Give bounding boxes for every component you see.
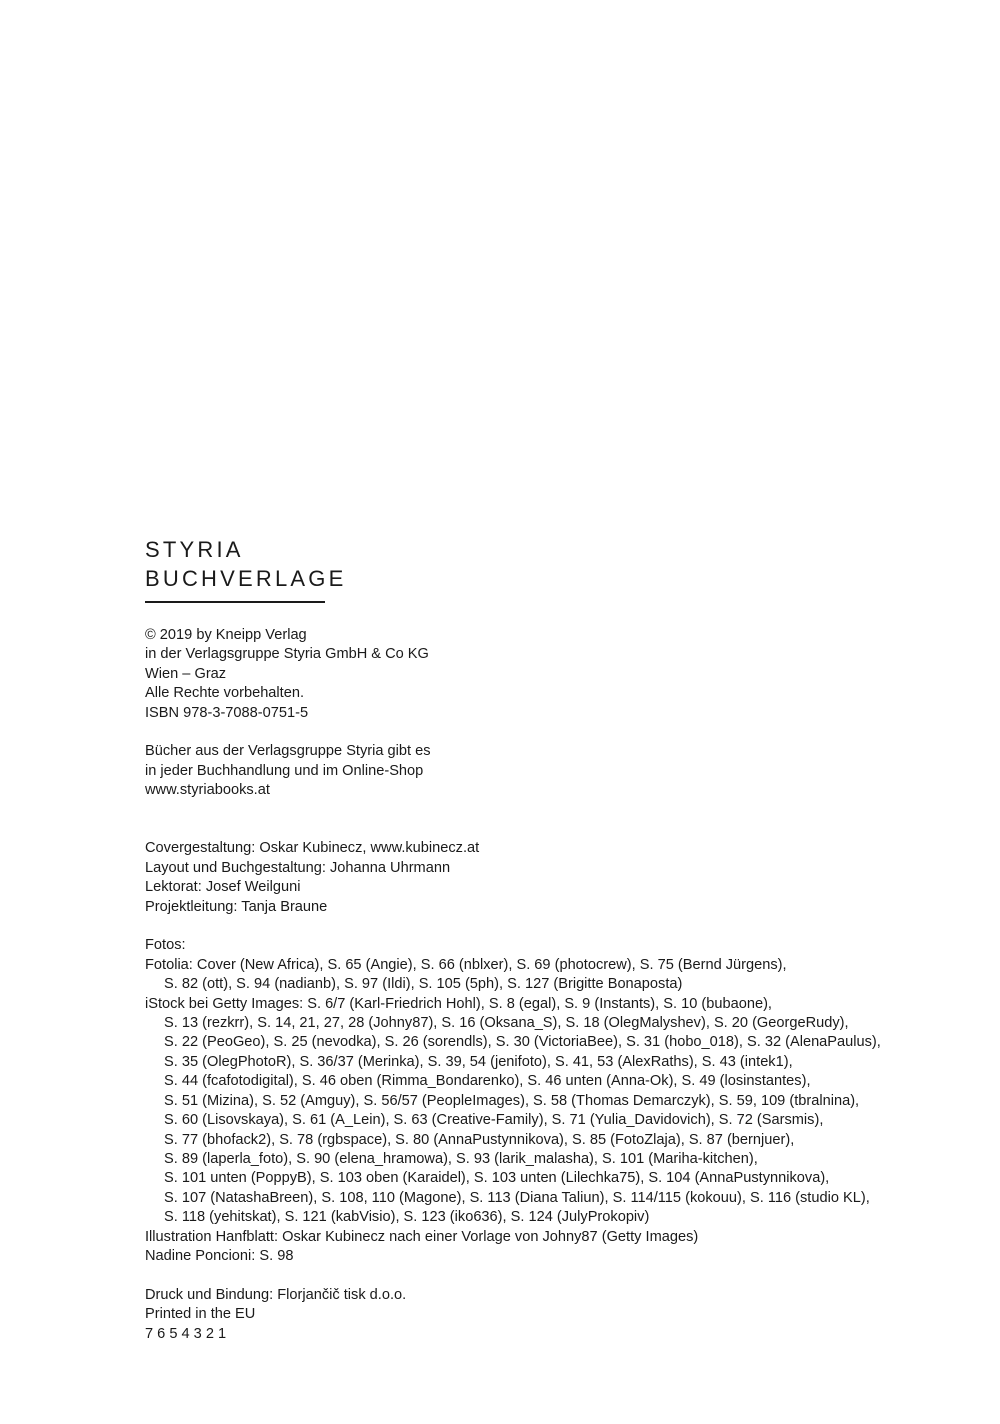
istock-credit-cont: S. 22 (PeoGeo), S. 25 (nevodka), S. 26 (sorendls), S. 30 (VictoriaBee), S. 31 (hobo_018), S. 32 (AlenaPaulus), bbox=[164, 1034, 881, 1051]
istock-credit: iStock bei Getty Images: S. 6/7 (Karl-Friedrich Hohl), S. 8 (egal), S. 9 (Instants), S. 10 (bubaone), bbox=[145, 995, 772, 1012]
istock-credit-cont: S. 101 unten (PoppyB), S. 103 oben (Karaidel), S. 103 unten (Lilechka75), S. 104 (AnnaPustynnikova), bbox=[164, 1170, 830, 1187]
publisher-logo bbox=[145, 535, 347, 603]
nadine-poncioni-credit: Nadine Poncioni: S. 98 bbox=[145, 1247, 294, 1264]
istock-credit-cont: S. 107 (NatashaBreen), S. 108, 110 (Magone), S. 113 (Diana Taliun), S. 114/115 (kokouu), S. 116 (studio KL), bbox=[164, 1189, 870, 1206]
istock-credit-cont: S. 60 (Lisovskaya), S. 61 (A_Lein), S. 63 (Creative-Family), S. 71 (Yulia_Davidovich), S. 72 (Sarsmis), bbox=[164, 1112, 824, 1129]
istock-credit-cont: S. 77 (bhofack2), S. 78 (rgbspace), S. 80 (AnnaPustynnikova), S. 85 (FotoZlaja), S. 87 (bernjuer), bbox=[164, 1131, 795, 1148]
istock-credit-cont: S. 118 (yehitskat), S. 121 (kabVisio), S. 123 (iko636), S. 124 (JulyProkopiv) bbox=[164, 1209, 650, 1226]
fotolia-credit: Fotolia: Cover (New Africa), S. 65 (Angie), S. 66 (nblxer), S. 69 (photocrew), S. 75 (Bernd Jürgens), bbox=[145, 956, 787, 973]
logo-line-buchverlage: BUCHVERLAGE bbox=[145, 566, 347, 591]
print-run-line: 7 6 5 4 3 2 1 bbox=[145, 1325, 227, 1342]
cover-design-credit: Covergestaltung: Oskar Kubinecz, www.kubinecz.at bbox=[145, 840, 480, 857]
istock-credit-cont: S. 13 (rezkrr), S. 14, 21, 27, 28 (Johny87), S. 16 (Oksana_S), S. 18 (OlegMalyshev), S. 20 (GeorgeRudy), bbox=[164, 1015, 849, 1032]
isbn-line: ISBN 978-3-7088-0751-5 bbox=[145, 704, 309, 721]
fotolia-credit-cont: S. 82 (ott), S. 94 (nadianb), S. 97 (Ildi), S. 105 (5ph), S. 127 (Brigitte Bonaposta) bbox=[164, 976, 683, 993]
credits-block bbox=[145, 839, 945, 917]
illustration-credit: Illustration Hanfblatt: Oskar Kubinecz nach einer Vorlage von Johny87 (Getty Images) bbox=[145, 1228, 699, 1245]
printed-in-line: Printed in the EU bbox=[145, 1306, 256, 1323]
availability-line: Bücher aus der Verlagsgruppe Styria gibt es bbox=[145, 743, 431, 760]
rights-line: Alle Rechte vorbehalten. bbox=[145, 685, 305, 702]
project-lead-credit: Projektleitung: Tanja Braune bbox=[145, 898, 328, 915]
photo-credits-block bbox=[145, 936, 945, 1266]
copyright-block bbox=[145, 626, 945, 723]
printing-credit: Druck und Bindung: Florjančič tisk d.o.o. bbox=[145, 1286, 407, 1303]
istock-credit-cont: S. 35 (OlegPhotoR), S. 36/37 (Merinka), S. 39, 54 (jenifoto), S. 41, 53 (AlexRaths), S. 43 (intek1), bbox=[164, 1053, 793, 1070]
spacer bbox=[145, 917, 945, 936]
spacer bbox=[145, 801, 945, 840]
copyright-line: © 2019 by Kneipp Verlag bbox=[145, 627, 307, 643]
spacer bbox=[145, 1266, 945, 1285]
printing-block bbox=[145, 1286, 945, 1344]
website-link[interactable]: www.styriabooks.at bbox=[145, 782, 270, 799]
imprint-text bbox=[145, 626, 945, 1344]
availability-block bbox=[145, 742, 945, 800]
spacer bbox=[145, 723, 945, 742]
photo-credits-heading: Fotos: bbox=[145, 937, 186, 954]
logo-line-styria: STYRIA bbox=[145, 537, 244, 562]
istock-credit-cont: S. 44 (fcafotodigital), S. 46 oben (Rimma_Bondarenko), S. 46 unten (Anna-Ok), S. 49 (losinstantes), bbox=[164, 1073, 811, 1090]
istock-credit-cont: S. 89 (laperla_foto), S. 90 (elena_hramowa), S. 93 (larik_malasha), S. 101 (Mariha-kitchen), bbox=[164, 1150, 758, 1167]
publisher-group-line: in der Verlagsgruppe Styria GmbH & Co KG bbox=[145, 646, 429, 663]
logo-underline bbox=[145, 601, 325, 603]
availability-line: in jeder Buchhandlung und im Online-Shop bbox=[145, 762, 424, 779]
layout-credit: Layout und Buchgestaltung: Johanna Uhrmann bbox=[145, 859, 451, 876]
location-line: Wien – Graz bbox=[145, 665, 227, 682]
istock-credit-cont: S. 51 (Mizina), S. 52 (Amguy), S. 56/57 (PeopleImages), S. 58 (Thomas Demarczyk), S. 59, 109 (tbralnina), bbox=[164, 1092, 860, 1109]
editing-credit: Lektorat: Josef Weilguni bbox=[145, 879, 301, 896]
